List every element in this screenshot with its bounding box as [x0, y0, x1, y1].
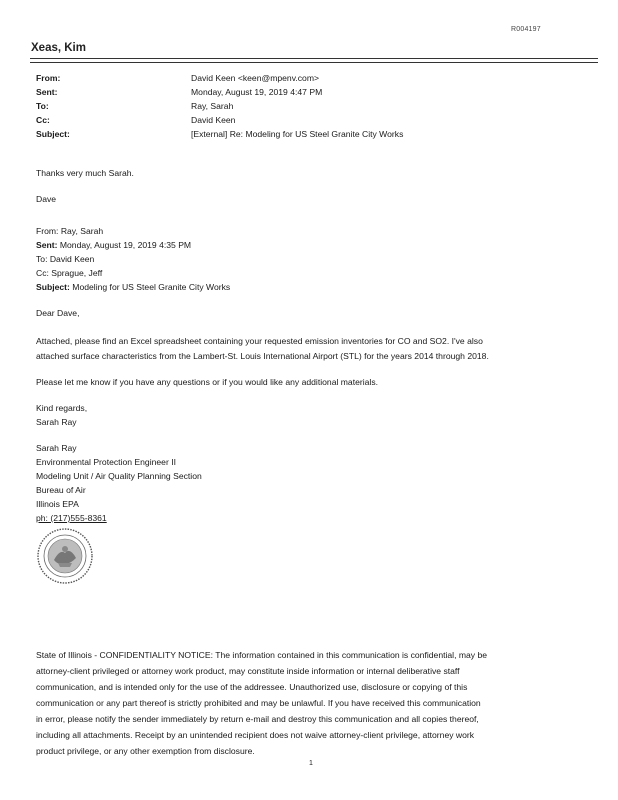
- closing-regards: Kind regards,: [36, 403, 88, 413]
- reply-line: Thanks very much Sarah.: [36, 168, 134, 178]
- header-subject-row: [36, 129, 596, 142]
- original-subject-label: Subject:: [36, 282, 70, 292]
- header-to-row: [36, 101, 596, 114]
- signature-unit: Modeling Unit / Air Quality Planning Section: [36, 471, 202, 481]
- reply-signoff: Dave: [36, 194, 57, 204]
- notice-line: attorney-client privileged or attorney work product, may constitute inside information or internal deliberative staff: [36, 666, 460, 676]
- notice-line: communication or any part thereof is strictly prohibited and may be unlawful. If you have received this communication: [36, 698, 481, 708]
- bates-number: R004197: [511, 26, 541, 33]
- original-subject-value: Modeling for US Steel Granite City Works: [69, 282, 231, 292]
- header-sent-row: [36, 87, 596, 100]
- notice-line: State of Illinois - CONFIDENTIALITY NOTICE: The information contained in this communication is confidential, may be: [36, 650, 488, 660]
- from-label: From:: [36, 73, 61, 83]
- original-to: To: David Keen: [36, 254, 95, 264]
- page-number: 1: [309, 760, 313, 767]
- header-cc-row: [36, 115, 596, 128]
- notice-line: in error, please notify the sender immediately by return e-mail and destroy this communication and all copies thereof,: [36, 714, 479, 724]
- cc-label: Cc:: [36, 115, 50, 125]
- signature-title: Environmental Protection Engineer II: [36, 457, 176, 467]
- header-from-row: [36, 73, 596, 86]
- notice-line: communication, and is intended only for the use of the addressee. Unauthorized use, disclosure or copying of this: [36, 682, 468, 692]
- subject-value: [External] Re: Modeling for US Steel Granite City Works: [191, 129, 404, 139]
- body-paragraph-1-line-2: attached surface characteristics from the Lambert-St. Louis International Airport (STL) for the years 2014 through 2018.: [36, 351, 489, 361]
- from-value: David Keen <keen@mpenv.com>: [191, 73, 319, 83]
- signature-bureau: Bureau of Air: [36, 485, 86, 495]
- cc-value: David Keen: [191, 115, 236, 125]
- subject-label: Subject:: [36, 129, 70, 139]
- greeting: Dear Dave,: [36, 308, 80, 318]
- to-label: To:: [36, 101, 49, 111]
- notice-line: including all attachments. Receipt by an unintended recipient does not waive attorney-client privilege, attorney work: [36, 730, 475, 740]
- illinois-state-seal: [36, 527, 94, 585]
- to-value: Ray, Sarah: [191, 101, 234, 111]
- signature-phone-link[interactable]: ph: (217)555-8361: [36, 513, 107, 523]
- confidentiality-notice: [36, 647, 576, 759]
- original-sent: [36, 240, 191, 250]
- closing-name: Sarah Ray: [36, 417, 77, 427]
- original-sent-label: Sent:: [36, 240, 58, 250]
- body-paragraph-2: Please let me know if you have any questions or if you would like any additional materials.: [36, 377, 379, 387]
- header-divider: [30, 58, 598, 63]
- body-paragraph-1-line-1: Attached, please find an Excel spreadsheet containing your requested emission inventories for CO and SO2. I've also: [36, 336, 483, 346]
- original-cc: Cc: Sprague, Jeff: [36, 268, 103, 278]
- original-subject: [36, 282, 230, 292]
- original-sent-value: Monday, August 19, 2019 4:35 PM: [57, 240, 192, 250]
- sent-value: Monday, August 19, 2019 4:47 PM: [191, 87, 323, 97]
- original-from: From: Ray, Sarah: [36, 226, 104, 236]
- signature-agency: Illinois EPA: [36, 499, 79, 509]
- sent-label: Sent:: [36, 87, 58, 97]
- notice-line: product privilege, or any other exemption from disclosure.: [36, 746, 255, 756]
- mailbox-owner: Xeas, Kim: [31, 42, 86, 54]
- signature-name: Sarah Ray: [36, 443, 77, 453]
